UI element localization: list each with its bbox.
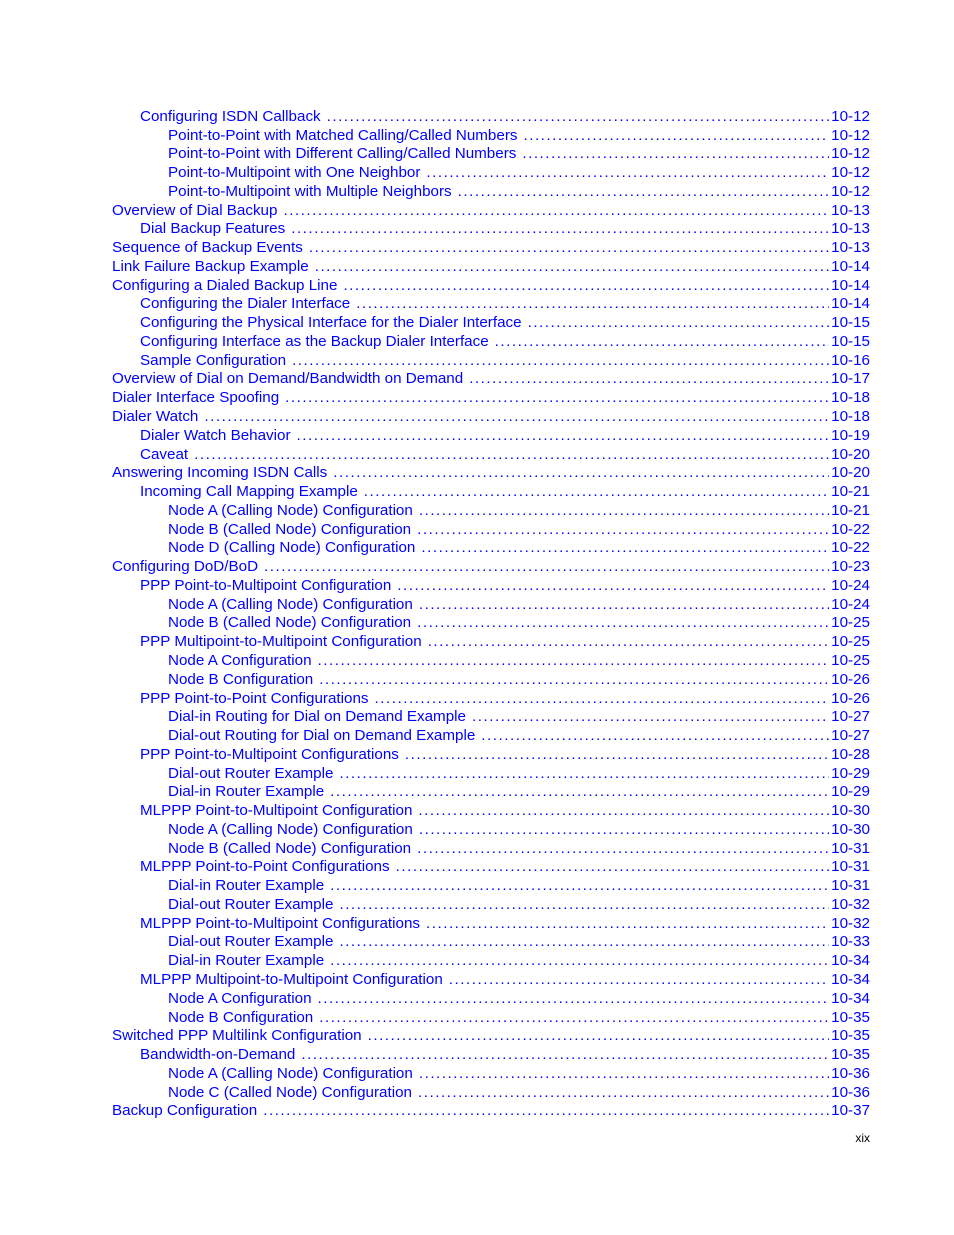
toc-entry[interactable] — [0, 257, 954, 276]
toc-entry-title: Dialer Interface Spoofing — [112, 389, 280, 407]
toc-entry-title: Dial-out Router Example — [168, 933, 334, 951]
toc-entry-page: 10-36 — [831, 1083, 870, 1101]
dot-leader — [263, 1102, 829, 1120]
dot-leader — [419, 596, 829, 614]
toc-entry-title: Dialer Watch — [112, 408, 199, 426]
toc-entry[interactable] — [0, 989, 954, 1008]
toc-entry-title: Node A (Calling Node) Configuration — [168, 501, 413, 519]
dot-leader — [418, 802, 829, 820]
toc-entry-page: 10-36 — [831, 1064, 870, 1082]
toc-entry-page: 10-25 — [831, 614, 870, 632]
toc-entry-title: Overview of Dial Backup — [112, 201, 278, 219]
toc-entry-page: 10-15 — [831, 332, 870, 350]
dot-leader — [458, 183, 830, 201]
toc-entry[interactable] — [0, 708, 954, 727]
toc-entry[interactable] — [0, 107, 954, 126]
dot-leader — [481, 727, 829, 745]
toc-entry-page: 10-35 — [831, 1046, 870, 1064]
toc-entry[interactable] — [0, 632, 954, 651]
toc-entry-page: 10-27 — [831, 708, 870, 726]
toc-entry[interactable] — [0, 1064, 954, 1083]
toc-entry-title: Node D (Calling Node) Configuration — [168, 539, 416, 557]
toc-entry[interactable] — [0, 576, 954, 595]
toc-entry-title: Dialer Watch Behavior — [140, 426, 291, 444]
toc-entry-title: Node B (Called Node) Configuration — [168, 520, 412, 538]
dot-leader — [330, 952, 829, 970]
dot-leader — [417, 614, 829, 632]
toc-entry-page: 10-22 — [831, 520, 870, 538]
toc-entry[interactable] — [0, 670, 954, 689]
toc-entry-title: MLPPP Multipoint-to-Multipoint Configuration — [140, 970, 443, 988]
toc-entry-title: Configuring ISDN Callback — [140, 107, 321, 125]
toc-entry[interactable] — [0, 276, 954, 295]
dot-leader — [449, 971, 829, 989]
toc-entry-title: Answering Incoming ISDN Calls — [112, 464, 328, 482]
toc-entry[interactable] — [0, 332, 954, 351]
dot-leader — [419, 1065, 829, 1083]
dot-leader — [339, 765, 829, 783]
dot-leader — [523, 127, 829, 145]
toc-entry[interactable] — [0, 951, 954, 970]
toc-entry-page: 10-31 — [831, 877, 870, 895]
dot-leader — [264, 558, 829, 576]
dot-leader — [364, 483, 829, 501]
toc-entry-page: 10-13 — [831, 220, 870, 238]
toc-entry[interactable] — [0, 595, 954, 614]
dot-leader — [315, 258, 829, 276]
toc-entry[interactable] — [0, 651, 954, 670]
toc-entry-page: 10-19 — [831, 426, 870, 444]
toc-entry-title: Dial-out Routing for Dial on Demand Example — [168, 727, 476, 745]
toc-entry-page: 10-34 — [831, 989, 870, 1007]
toc-entry[interactable] — [0, 238, 954, 257]
toc-entry-page: 10-20 — [831, 445, 870, 463]
toc-entry-page: 10-35 — [831, 1008, 870, 1026]
toc-entry-title: PPP Multipoint-to-Multipoint Configuration — [140, 633, 422, 651]
toc-entry[interactable] — [0, 1045, 954, 1064]
toc-entry-page: 10-34 — [831, 970, 870, 988]
toc-entry[interactable] — [0, 370, 954, 389]
toc-entry-page: 10-32 — [831, 895, 870, 913]
toc-entry-page: 10-18 — [831, 389, 870, 407]
toc-entry-page: 10-12 — [831, 145, 870, 163]
toc-entry-title: Point-to-Point with Different Calling/Called Numbers — [168, 145, 517, 163]
dot-leader — [339, 933, 829, 951]
toc-entry-title: Configuring the Dialer Interface — [140, 295, 351, 313]
toc-entry-title: Incoming Call Mapping Example — [140, 483, 358, 501]
toc-entry-page: 10-30 — [831, 820, 870, 838]
toc-entry-page: 10-21 — [831, 501, 870, 519]
toc-entry-page: 10-25 — [831, 633, 870, 651]
toc-entry-page: 10-17 — [831, 370, 870, 388]
toc-entry[interactable] — [0, 689, 954, 708]
toc-entry-page: 10-35 — [831, 1027, 870, 1045]
toc-entry-title: Node B (Called Node) Configuration — [168, 839, 412, 857]
toc-entry[interactable] — [0, 220, 954, 239]
toc-entry[interactable] — [0, 745, 954, 764]
toc-entry[interactable] — [0, 482, 954, 501]
toc-entry[interactable] — [0, 501, 954, 520]
dot-leader — [469, 370, 829, 388]
toc-entry-title: Sample Configuration — [140, 351, 287, 369]
toc-entry-title: Dial-out Router Example — [168, 895, 334, 913]
toc-entry-title: Dial-in Routing for Dial on Demand Example — [168, 708, 466, 726]
toc-entry-page: 10-12 — [831, 182, 870, 200]
dot-leader — [339, 896, 829, 914]
toc-entry-title: PPP Point-to-Multipoint Configurations — [140, 745, 399, 763]
toc-entry-title: MLPPP Point-to-Multipoint Configurations — [140, 914, 420, 932]
dot-leader — [283, 202, 829, 220]
toc-entry-title: MLPPP Point-to-Point Configurations — [140, 858, 390, 876]
dot-leader — [309, 239, 829, 257]
toc-entry-page: 10-33 — [831, 933, 870, 951]
dot-leader — [343, 277, 829, 295]
toc-entry-title: Configuring a Dialed Backup Line — [112, 276, 338, 294]
toc-entry-title: Node B Configuration — [168, 1008, 314, 1026]
toc-entry-title: Dial-in Router Example — [168, 877, 325, 895]
toc-entry[interactable] — [0, 388, 954, 407]
toc-entry-title: Bandwidth-on-Demand — [140, 1046, 296, 1064]
toc-entry[interactable] — [0, 726, 954, 745]
toc-entry-title: Dial-in Router Example — [168, 952, 325, 970]
dot-leader — [417, 521, 829, 539]
toc-entry-page: 10-28 — [831, 745, 870, 763]
dot-leader — [405, 746, 829, 764]
toc-entry-title: Caveat — [140, 445, 189, 463]
toc-entry-page: 10-18 — [831, 408, 870, 426]
dot-leader — [495, 333, 829, 351]
toc-entry-page: 10-14 — [831, 276, 870, 294]
dot-leader — [368, 1027, 830, 1045]
dot-leader — [356, 295, 829, 313]
dot-leader — [319, 1009, 829, 1027]
dot-leader — [418, 1084, 829, 1102]
dot-leader — [330, 783, 829, 801]
toc-entry-title: Node B Configuration — [168, 670, 314, 688]
toc-entry[interactable] — [0, 182, 954, 201]
toc-entry-page: 10-26 — [831, 670, 870, 688]
toc-entry-title: Node A Configuration — [168, 651, 312, 669]
toc-entry-page: 10-26 — [831, 689, 870, 707]
toc-entry-title: Dial-out Router Example — [168, 764, 334, 782]
toc-entry[interactable] — [0, 201, 954, 220]
toc-entry[interactable] — [0, 614, 954, 633]
dot-leader — [285, 389, 829, 407]
toc-entry[interactable] — [0, 895, 954, 914]
toc-entry[interactable] — [0, 163, 954, 182]
toc-entry[interactable] — [0, 351, 954, 370]
toc-entry[interactable] — [0, 557, 954, 576]
toc-entry[interactable] — [0, 933, 954, 952]
toc-entry[interactable] — [0, 520, 954, 539]
toc-entry-page: 10-13 — [831, 201, 870, 219]
toc-entry[interactable] — [0, 801, 954, 820]
toc-entry-page: 10-37 — [831, 1102, 870, 1120]
toc-entry-title: Dial-in Router Example — [168, 783, 325, 801]
dot-leader — [528, 314, 830, 332]
toc-entry-title: Sequence of Backup Events — [112, 239, 303, 257]
toc-entry[interactable] — [0, 1008, 954, 1027]
toc-entry[interactable] — [0, 970, 954, 989]
toc-entry-page: 10-30 — [831, 802, 870, 820]
toc-entry-title: Node A (Calling Node) Configuration — [168, 820, 413, 838]
toc-entry-page: 10-16 — [831, 351, 870, 369]
dot-leader — [472, 708, 829, 726]
toc-entry-page: 10-14 — [831, 257, 870, 275]
dot-leader — [291, 220, 829, 238]
toc-entry-title: Configuring the Physical Interface for the Dialer Interface — [140, 314, 522, 332]
toc-entry-page: 10-12 — [831, 164, 870, 182]
toc-entry-title: Point-to-Multipoint with Multiple Neighbors — [168, 182, 452, 200]
toc-entry[interactable] — [0, 820, 954, 839]
toc-entry[interactable] — [0, 839, 954, 858]
toc-entry[interactable] — [0, 126, 954, 145]
toc-entry-page: 10-24 — [831, 595, 870, 613]
toc-entry[interactable] — [0, 295, 954, 314]
dot-leader — [417, 840, 829, 858]
toc-entry-title: Node A (Calling Node) Configuration — [168, 595, 413, 613]
dot-leader — [194, 446, 829, 464]
toc-entry-title: Configuring DoD/BoD — [112, 558, 259, 576]
toc-entry-page: 10-32 — [831, 914, 870, 932]
dot-leader — [330, 877, 829, 895]
toc-entry-page: 10-23 — [831, 558, 870, 576]
toc-entry-page: 10-25 — [831, 651, 870, 669]
toc-entry-page: 10-31 — [831, 839, 870, 857]
toc-entry-title: Overview of Dial on Demand/Bandwidth on Demand — [112, 370, 464, 388]
dot-leader — [318, 990, 830, 1008]
dot-leader — [428, 633, 829, 651]
dot-leader — [292, 352, 829, 370]
toc-entry-page: 10-31 — [831, 858, 870, 876]
toc-entry[interactable] — [0, 407, 954, 426]
toc-entry-page: 10-34 — [831, 952, 870, 970]
toc-entry-title: Switched PPP Multilink Configuration — [112, 1027, 362, 1045]
toc-entry-title: MLPPP Point-to-Multipoint Configuration — [140, 802, 413, 820]
dot-leader — [426, 164, 829, 182]
toc-entry-title: Link Failure Backup Example — [112, 257, 309, 275]
toc-entry-title: Dial Backup Features — [140, 220, 286, 238]
toc-entry[interactable] — [0, 1102, 954, 1121]
dot-leader — [421, 539, 829, 557]
toc-entry-page: 10-27 — [831, 727, 870, 745]
dot-leader — [396, 858, 830, 876]
dot-leader — [419, 821, 829, 839]
toc-entry[interactable] — [0, 426, 954, 445]
dot-leader — [375, 690, 830, 708]
toc-entry-page: 10-22 — [831, 539, 870, 557]
toc-entry-page: 10-29 — [831, 764, 870, 782]
toc-entry[interactable] — [0, 145, 954, 164]
dot-leader — [204, 408, 829, 426]
toc-entry-page: 10-15 — [831, 314, 870, 332]
toc-entry-title: Point-to-Multipoint with One Neighbor — [168, 164, 421, 182]
toc-entry-title: Node A Configuration — [168, 989, 312, 1007]
dot-leader — [319, 671, 829, 689]
toc-entry-page: 10-24 — [831, 576, 870, 594]
dot-leader — [318, 652, 830, 670]
toc-entry[interactable] — [0, 783, 954, 802]
toc-entry-page: 10-12 — [831, 107, 870, 125]
toc-entry[interactable] — [0, 858, 954, 877]
toc-entry[interactable] — [0, 876, 954, 895]
toc-entry-page: 10-13 — [831, 239, 870, 257]
dot-leader — [301, 1046, 829, 1064]
dot-leader — [397, 577, 829, 595]
toc-entry-title: Configuring Interface as the Backup Dialer Interface — [140, 332, 489, 350]
toc-entry-title: Node C (Called Node) Configuration — [168, 1083, 412, 1101]
toc-entry-title: PPP Point-to-Point Configurations — [140, 689, 369, 707]
toc-entry-page: 10-21 — [831, 483, 870, 501]
toc-entry-page: 10-29 — [831, 783, 870, 801]
dot-leader — [419, 502, 829, 520]
toc-entry[interactable] — [0, 1027, 954, 1046]
page-number: xix — [855, 1131, 870, 1145]
toc-entry-title: PPP Point-to-Multipoint Configuration — [140, 576, 392, 594]
toc-entry-page: 10-14 — [831, 295, 870, 313]
dot-leader — [297, 427, 830, 445]
toc-entry[interactable] — [0, 313, 954, 332]
toc-entry[interactable] — [0, 445, 954, 464]
toc-entry[interactable] — [0, 914, 954, 933]
toc-entry-title: Node A (Calling Node) Configuration — [168, 1064, 413, 1082]
toc-entry[interactable] — [0, 764, 954, 783]
toc-entry-title: Backup Configuration — [112, 1102, 258, 1120]
toc-entry[interactable] — [0, 539, 954, 558]
dot-leader — [333, 464, 829, 482]
dot-leader — [522, 145, 829, 163]
toc-entry[interactable] — [0, 1083, 954, 1102]
toc-entry-title: Point-to-Point with Matched Calling/Called Numbers — [168, 126, 518, 144]
toc-entry-page: 10-12 — [831, 126, 870, 144]
toc-entry[interactable] — [0, 464, 954, 483]
dot-leader — [327, 108, 829, 126]
toc-entry-page: 10-20 — [831, 464, 870, 482]
dot-leader — [426, 915, 829, 933]
table-of-contents — [0, 107, 954, 1120]
toc-entry-title: Node B (Called Node) Configuration — [168, 614, 412, 632]
